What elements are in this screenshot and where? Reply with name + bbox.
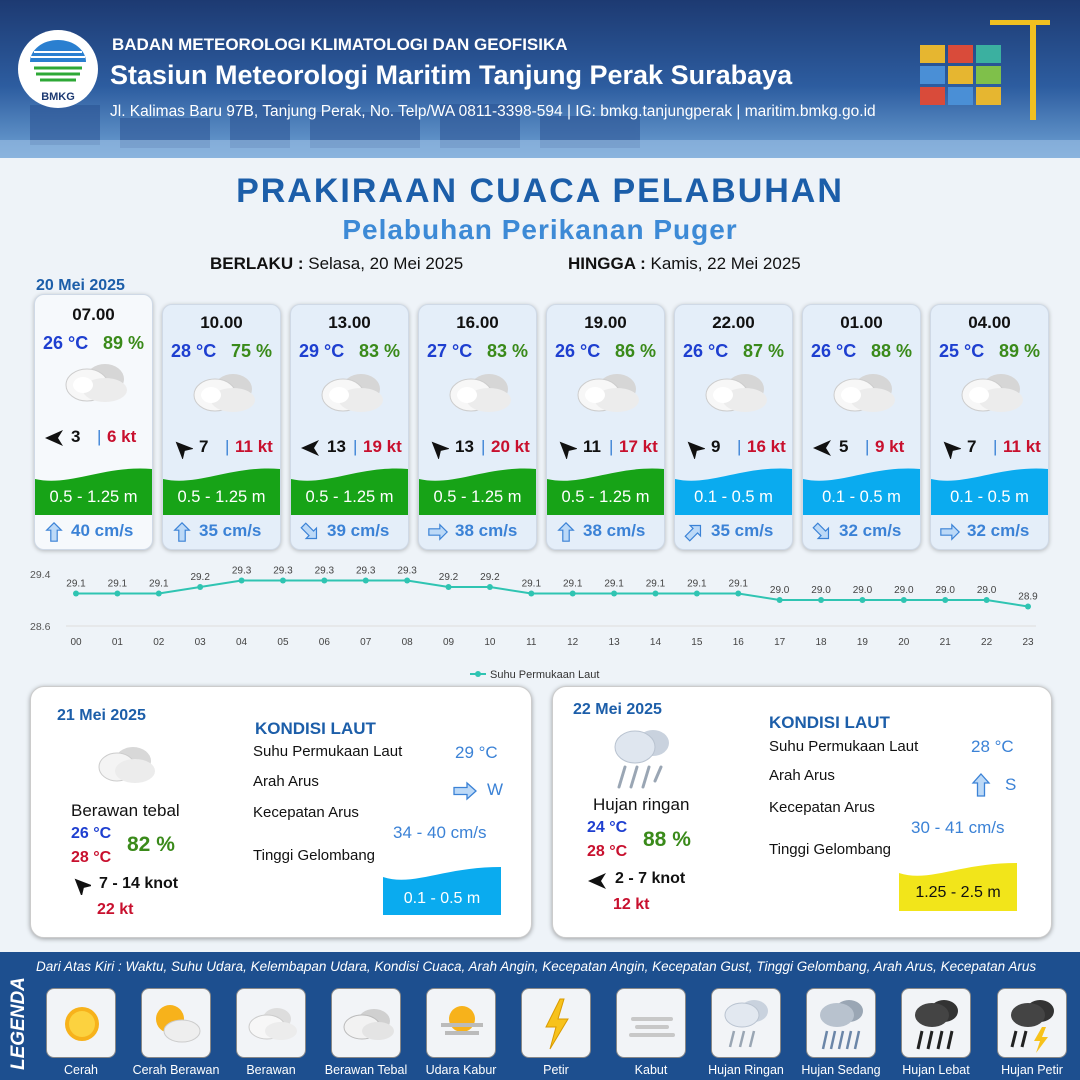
sun-cloud-icon	[141, 988, 211, 1058]
sst-value-label: 29.1	[687, 578, 707, 590]
card-separator: |	[737, 437, 742, 456]
legend-label: Udara Kabur	[425, 1063, 497, 1077]
light-rain-icon	[607, 725, 677, 793]
current-direction-icon	[555, 521, 577, 543]
card-wind-speed: 5	[839, 437, 849, 456]
current-direction-icon	[299, 521, 321, 543]
sun-icon	[46, 988, 116, 1058]
card-wind-speed: 13	[327, 437, 346, 456]
sst-line-chart	[30, 560, 1050, 685]
cloud-icon	[825, 367, 901, 419]
day3-wave-label: Tinggi Gelombang	[769, 841, 892, 858]
wind-direction-icon	[299, 437, 321, 459]
card-time: 01.00	[840, 313, 883, 332]
day3-cur-speed: 30 - 41 cm/s	[911, 818, 1005, 837]
haze-icon	[426, 988, 496, 1058]
forecast-card-07.00	[34, 294, 153, 550]
card-humidity: 83 %	[358, 341, 400, 361]
card-gust: 6 kt	[107, 427, 137, 446]
card-gust: 16 kt	[747, 437, 786, 456]
wind-direction-icon	[427, 437, 449, 459]
svg-text:LEGENDA: LEGENDA	[8, 977, 29, 1070]
x-tick-label: 08	[401, 637, 413, 648]
day3-sst-label: Suhu Permukaan Laut	[769, 738, 919, 755]
x-tick-label: 03	[194, 637, 206, 648]
forecast-card-13.00	[290, 304, 409, 550]
day2-cur-speed-label: Kecepatan Arus	[253, 804, 359, 821]
wind-direction-icon	[43, 427, 65, 449]
sst-value-label: 29.1	[604, 578, 624, 590]
x-tick-label: 22	[981, 637, 993, 648]
sst-point	[197, 584, 203, 590]
x-tick-label: 14	[649, 637, 662, 648]
card-wave-height: 0.5 - 1.25 m	[561, 488, 650, 506]
y-tick-max: 29.4	[30, 569, 51, 581]
fog-icon	[616, 988, 686, 1058]
card-wind-speed: 7	[967, 437, 977, 456]
current-direction-icon	[811, 521, 833, 543]
card-humidity: 83 %	[486, 341, 528, 361]
sst-value-label: 29.0	[935, 585, 955, 596]
day2-wave: 0.1 - 0.5 m	[403, 890, 481, 907]
sst-point	[528, 591, 534, 597]
day3-wind: 2 - 7 knot	[615, 870, 686, 887]
day2-cur-dir: W	[487, 780, 504, 799]
port-name: Pelabuhan Perikanan Puger	[342, 214, 738, 245]
day2-temp-min: 26 °C	[71, 825, 112, 842]
page-title: PRAKIRAAN CUACA PELABUHAN	[236, 172, 844, 210]
x-tick-label: 00	[70, 637, 82, 648]
legend-label: Hujan Petir	[1001, 1063, 1063, 1077]
x-tick-label: 06	[318, 637, 330, 648]
x-tick-label: 16	[732, 637, 744, 648]
day2-sst: 29 °C	[455, 743, 498, 762]
x-tick-label: 19	[856, 637, 868, 648]
sst-point	[404, 578, 410, 584]
day1-date: 20 Mei 2025	[36, 277, 125, 294]
legend-label: Kabut	[634, 1063, 668, 1077]
day2-wind-arrow-icon	[71, 875, 91, 895]
day2-humidity: 82 %	[127, 833, 175, 856]
forecast-card-10.00	[162, 304, 281, 550]
sst-value-label: 29.1	[521, 578, 542, 590]
day2-panel	[30, 686, 532, 938]
sst-point	[942, 597, 948, 603]
legend-description: Dari Atas Kiri : Waktu, Suhu Udara, Kelembapan Udara, Kondisi Cuaca, Arah Angin, Kecepatan Angin, Kecepatan Gust, Tinggi Gelombang, Arah Arus, Kecepatan Arus	[36, 959, 1037, 974]
forecast-card-22.00	[674, 304, 793, 550]
card-wave-height: 0.5 - 1.25 m	[177, 488, 266, 506]
x-tick-label: 09	[442, 637, 455, 648]
card-separator: |	[609, 437, 614, 456]
valid-to-value: Kamis, 22 Mei 2025	[650, 254, 801, 273]
x-tick-label: 11	[526, 637, 537, 648]
cloud-icon	[185, 367, 261, 419]
valid-from-value: Selasa, 20 Mei 2025	[308, 254, 464, 273]
thick-cloud-icon	[331, 988, 401, 1058]
sst-point	[777, 597, 783, 603]
card-gust: 19 kt	[363, 437, 402, 456]
wind-direction-icon	[683, 437, 705, 459]
day3-panel	[552, 686, 1052, 938]
x-tick-label: 17	[774, 637, 786, 648]
light-rain-icon	[711, 988, 781, 1058]
card-separator: |	[97, 427, 102, 446]
x-tick-label: 01	[111, 637, 123, 648]
card-current-speed: 32 cm/s	[967, 521, 1030, 540]
card-current-speed: 40 cm/s	[71, 521, 134, 540]
sst-point	[611, 591, 617, 597]
forecast-card-04.00	[930, 304, 1049, 550]
card-humidity: 89 %	[998, 341, 1040, 361]
day2-condition: Berawan tebal	[71, 801, 180, 820]
card-temperature: 28 °C	[171, 341, 217, 361]
card-current-speed: 39 cm/s	[327, 521, 390, 540]
sst-value-label: 29.1	[728, 578, 748, 590]
valid-from	[210, 254, 463, 274]
wind-direction-icon	[811, 437, 833, 459]
x-tick-label: 12	[567, 637, 579, 648]
sst-value-label: 29.1	[149, 578, 169, 590]
legend-label: Cerah	[63, 1063, 99, 1077]
legend-label: Petir	[543, 1063, 569, 1077]
sst-value-label: 29.2	[190, 572, 210, 583]
card-separator: |	[865, 437, 870, 456]
day3-wind-arrow-icon	[587, 871, 607, 891]
sst-value-label: 29.0	[852, 585, 873, 596]
card-temperature: 26 °C	[43, 333, 89, 353]
sst-point	[280, 578, 286, 584]
day3-condition: Hujan ringan	[593, 795, 690, 814]
sst-point	[859, 597, 865, 603]
day3-temp-max: 28 °C	[587, 843, 628, 860]
wind-direction-icon	[171, 437, 193, 459]
card-separator: |	[353, 437, 358, 456]
heavy-rain-icon	[901, 988, 971, 1058]
legend-label: Berawan Tebal	[324, 1063, 408, 1077]
cloud-icon	[569, 367, 645, 419]
x-tick-label: 07	[360, 637, 372, 648]
station-address: Jl. Kalimas Baru 97B, Tanjung Perak, No. Telp/WA 0811-3398-594 | IG: bmkg.tanjungperak | maritim.bmkg.go.id	[110, 103, 876, 120]
card-wave-height: 0.5 - 1.25 m	[305, 488, 394, 506]
card-time: 07.00	[72, 305, 115, 324]
current-direction-icon	[683, 521, 705, 543]
valid-to	[568, 254, 801, 274]
sst-value-label: 29.0	[769, 585, 790, 596]
card-temperature: 26 °C	[811, 341, 857, 361]
day2-sst-label: Suhu Permukaan Laut	[253, 743, 403, 760]
day3-temp-min: 24 °C	[587, 819, 628, 836]
moderate-rain-icon	[806, 988, 876, 1058]
current-direction-icon	[171, 521, 193, 543]
sst-point	[487, 584, 493, 590]
cloud-icon	[441, 367, 517, 419]
day2-cur-dir-label: Arah Arus	[253, 773, 319, 790]
card-separator: |	[481, 437, 486, 456]
card-temperature: 26 °C	[683, 341, 729, 361]
x-tick-label: 15	[691, 637, 703, 648]
card-temperature: 25 °C	[939, 341, 985, 361]
x-tick-label: 02	[153, 637, 165, 648]
sst-point	[694, 591, 700, 597]
sst-value-label: 29.3	[273, 565, 293, 577]
card-temperature: 26 °C	[555, 341, 601, 361]
legend-label: Cerah Berawan	[132, 1063, 220, 1077]
legend-title	[2, 958, 32, 1076]
legend-label: Hujan Lebat	[902, 1063, 970, 1077]
day2-date: 21 Mei 2025	[57, 707, 146, 724]
sst-point	[1025, 604, 1031, 610]
sst-value-label: 29.2	[438, 572, 459, 583]
card-humidity: 88 %	[870, 341, 912, 361]
sst-point	[321, 578, 327, 584]
legend-label: Hujan Ringan	[708, 1063, 784, 1077]
day3-humidity: 88 %	[643, 828, 691, 851]
day2-wind: 7 - 14 knot	[99, 875, 179, 892]
card-gust: 20 kt	[491, 437, 530, 456]
day3-wave: 1.25 - 2.5 m	[915, 884, 1001, 901]
wind-direction-icon	[555, 437, 577, 459]
card-humidity: 89 %	[102, 333, 144, 353]
day3-date: 22 Mei 2025	[573, 701, 662, 718]
cloud-icon	[697, 367, 773, 419]
x-tick-label: 23	[1022, 637, 1034, 648]
card-time: 13.00	[328, 313, 371, 332]
day3-cur-dir: S	[1005, 775, 1017, 794]
card-humidity: 87 %	[742, 341, 784, 361]
station-name: Stasiun Meteorologi Maritim Tanjung Perak Surabaya	[110, 60, 793, 90]
card-separator: |	[993, 437, 998, 456]
card-wind-speed: 9	[711, 437, 721, 456]
day3-cur-dir-label: Arah Arus	[769, 767, 835, 784]
org-name: BADAN METEOROLOGI KLIMATOLOGI DAN GEOFISIKA	[112, 35, 568, 54]
sst-value-label: 29.0	[811, 585, 831, 596]
card-current-speed: 32 cm/s	[839, 521, 902, 540]
valid-from-label: BERLAKU :	[210, 254, 304, 273]
card-temperature: 27 °C	[427, 341, 473, 361]
sst-point	[570, 591, 576, 597]
cloud-icon	[236, 988, 306, 1058]
card-wind-speed: 3	[71, 427, 81, 446]
sst-value-label: 29.0	[976, 585, 997, 596]
current-direction-icon	[939, 521, 961, 543]
day3-current-arrow-icon	[969, 773, 993, 797]
card-gust: 9 kt	[875, 437, 905, 456]
card-wind-speed: 7	[199, 437, 209, 456]
sst-value-label: 29.0	[894, 585, 914, 596]
cloud-icon	[57, 357, 133, 409]
card-wave-height: 0.5 - 1.25 m	[433, 488, 522, 506]
day2-wave-label: Tinggi Gelombang	[253, 847, 376, 864]
card-current-speed: 35 cm/s	[199, 521, 262, 540]
sst-value-label: 29.3	[397, 565, 417, 577]
day3-cur-speed-label: Kecepatan Arus	[769, 799, 875, 816]
x-tick-label: 18	[815, 637, 827, 648]
sst-value-label: 29.3	[356, 565, 376, 577]
cloud-icon	[953, 367, 1029, 419]
forecast-card-16.00	[418, 304, 537, 550]
card-wave-height: 0.1 - 0.5 m	[950, 488, 1029, 506]
forecast-card-01.00	[802, 304, 921, 550]
card-temperature: 29 °C	[299, 341, 345, 361]
legend-series-name: Suhu Permukaan Laut	[490, 669, 600, 681]
current-direction-icon	[43, 521, 65, 543]
sst-value-label: 29.3	[231, 565, 252, 577]
card-time: 04.00	[968, 313, 1011, 332]
sst-value-label: 29.1	[66, 578, 86, 590]
sst-value-label: 29.1	[562, 578, 583, 590]
day3-gust: 12 kt	[613, 896, 650, 913]
card-wind-speed: 11	[583, 437, 601, 456]
x-tick-label: 21	[939, 637, 951, 648]
sst-value-label: 29.2	[480, 572, 500, 583]
sst-point	[114, 591, 120, 597]
card-gust: 17 kt	[619, 437, 658, 456]
card-time: 16.00	[456, 313, 499, 332]
card-wave-height: 0.5 - 1.25 m	[49, 488, 138, 506]
card-humidity: 86 %	[614, 341, 656, 361]
day2-gust: 22 kt	[97, 901, 134, 918]
legend-label: Hujan Sedang	[801, 1063, 881, 1077]
bmkg-logo	[18, 30, 98, 108]
x-tick-label: 04	[236, 637, 248, 648]
card-time: 22.00	[712, 313, 755, 332]
card-gust: 11 kt	[1003, 437, 1041, 456]
valid-to-label: HINGGA :	[568, 254, 646, 273]
x-tick-label: 13	[608, 637, 620, 648]
current-direction-icon	[427, 521, 449, 543]
day2-temp-max: 28 °C	[71, 849, 112, 866]
sst-point	[156, 591, 162, 597]
sst-value-label: 29.1	[107, 578, 128, 590]
day3-sea-title: KONDISI LAUT	[769, 713, 890, 732]
x-tick-label: 10	[484, 637, 496, 648]
sst-point	[239, 578, 245, 584]
card-time: 19.00	[584, 313, 627, 332]
card-time: 10.00	[200, 313, 243, 332]
y-tick-min: 28.6	[30, 621, 51, 633]
card-separator: |	[225, 437, 230, 456]
card-wind-speed: 13	[455, 437, 474, 456]
sst-point	[73, 591, 79, 597]
card-wave-height: 0.1 - 0.5 m	[822, 488, 901, 506]
x-tick-label: 05	[277, 637, 289, 648]
sst-point	[901, 597, 907, 603]
lightning-icon	[521, 988, 591, 1058]
svg-text:BMKG: BMKG	[41, 91, 75, 103]
card-humidity: 75 %	[230, 341, 272, 361]
sst-value-label: 29.3	[314, 565, 335, 577]
card-current-speed: 35 cm/s	[711, 521, 774, 540]
cloud-icon	[93, 739, 159, 789]
sst-point	[652, 591, 658, 597]
x-tick-label: 20	[898, 637, 910, 648]
wind-direction-icon	[939, 437, 961, 459]
sst-point	[446, 584, 452, 590]
sst-point	[735, 591, 741, 597]
cloud-icon	[313, 367, 389, 419]
day2-cur-speed: 34 - 40 cm/s	[393, 823, 487, 842]
thunderstorm-icon	[997, 988, 1067, 1058]
sst-point	[818, 597, 824, 603]
forecast-card-19.00	[546, 304, 665, 550]
card-current-speed: 38 cm/s	[455, 521, 518, 540]
card-wave-height: 0.1 - 0.5 m	[694, 488, 773, 506]
day3-sst: 28 °C	[971, 737, 1014, 756]
day2-current-arrow-icon	[453, 779, 477, 803]
sst-point	[363, 578, 369, 584]
legend-label: Berawan	[246, 1063, 296, 1077]
card-gust: 11 kt	[235, 437, 273, 456]
card-current-speed: 38 cm/s	[583, 521, 646, 540]
day2-sea-title: KONDISI LAUT	[255, 719, 376, 738]
sst-value-label: 29.1	[645, 578, 666, 590]
sst-value-label: 28.9	[1018, 591, 1038, 603]
sst-point	[984, 597, 990, 603]
